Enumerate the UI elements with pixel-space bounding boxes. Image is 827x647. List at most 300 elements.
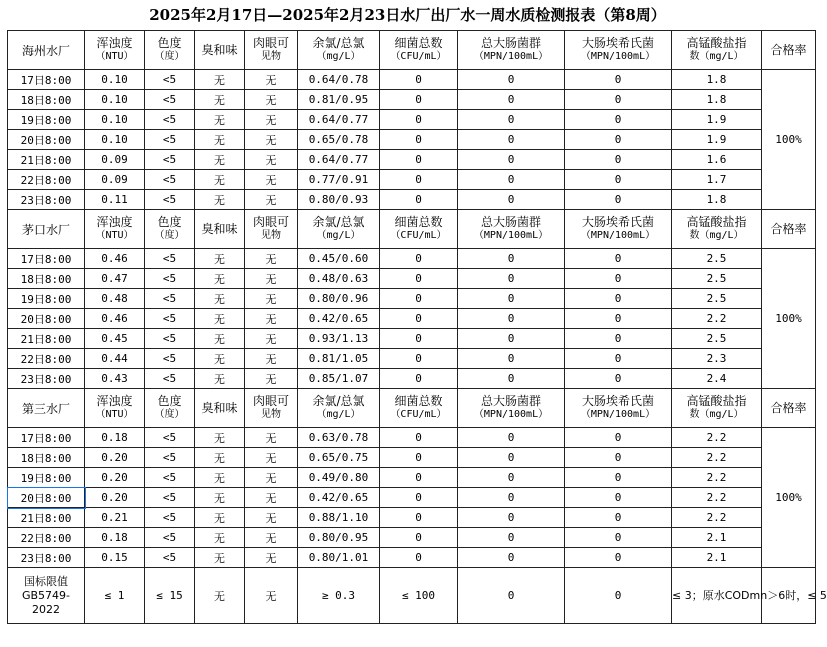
chlorine-cell[interactable]: 0.65/0.75	[298, 448, 380, 468]
cod-cell[interactable]: 1.9	[672, 130, 762, 150]
visible-matter-cell[interactable]: 无	[245, 90, 298, 110]
coliform-cell[interactable]: 0	[458, 130, 565, 150]
column-header-label: 总大肠菌群	[480, 36, 541, 50]
visible-matter-cell[interactable]: 无	[245, 369, 298, 389]
ecoli-cell[interactable]: 0	[565, 548, 672, 568]
column-header-unit: （MPN/100mL）	[473, 51, 549, 62]
cod-cell[interactable]: 1.8	[672, 70, 762, 90]
bacteria-cell[interactable]: 0	[380, 269, 458, 289]
coliform-cell[interactable]: 0	[458, 548, 565, 568]
date-cell[interactable]: 21日8:00	[8, 508, 85, 528]
column-header[interactable]	[245, 210, 298, 249]
column-header-label: 色度	[157, 215, 182, 229]
standard-ecoli-cell[interactable]: 0	[565, 568, 672, 624]
color-cell[interactable]: <5	[145, 249, 195, 269]
coliform-cell[interactable]: 0	[458, 329, 565, 349]
column-header-label: 色度	[157, 394, 182, 408]
odor-cell[interactable]: 无	[195, 548, 245, 568]
column-header-label: 合格率	[770, 43, 807, 57]
visible-matter-cell[interactable]: 无	[245, 508, 298, 528]
visible-matter-cell[interactable]: 无	[245, 309, 298, 329]
turbidity-cell[interactable]: 0.11	[85, 190, 145, 210]
ecoli-cell[interactable]: 0	[565, 528, 672, 548]
column-header-label: 合格率	[770, 222, 807, 236]
chlorine-cell[interactable]: 0.42/0.65	[298, 488, 380, 508]
standard-label-line: 2022	[32, 602, 60, 616]
column-header[interactable]	[195, 389, 245, 428]
table-row	[8, 329, 816, 349]
color-cell[interactable]: <5	[145, 548, 195, 568]
column-header[interactable]	[245, 389, 298, 428]
standard-color-cell[interactable]: ≤ 15	[145, 568, 195, 624]
color-cell[interactable]: <5	[145, 130, 195, 150]
color-cell[interactable]: <5	[145, 349, 195, 369]
odor-cell[interactable]: 无	[195, 289, 245, 309]
column-header-label: 总大肠菌群	[480, 215, 541, 229]
bacteria-cell[interactable]: 0	[380, 90, 458, 110]
visible-matter-cell[interactable]: 无	[245, 548, 298, 568]
ecoli-cell[interactable]: 0	[565, 190, 672, 210]
standard-bacteria-cell[interactable]: ≤ 100	[380, 568, 458, 624]
odor-cell[interactable]: 无	[195, 190, 245, 210]
chlorine-cell[interactable]: 0.81/0.95	[298, 90, 380, 110]
column-header[interactable]	[298, 389, 380, 428]
color-cell[interactable]: <5	[145, 329, 195, 349]
date-cell[interactable]: 19日8:00	[8, 468, 85, 488]
bacteria-cell[interactable]: 0	[380, 170, 458, 190]
coliform-cell[interactable]: 0	[458, 309, 565, 329]
date-cell[interactable]: 17日8:00	[8, 249, 85, 269]
turbidity-cell[interactable]: 0.09	[85, 150, 145, 170]
visible-matter-cell[interactable]: 无	[245, 329, 298, 349]
turbidity-cell[interactable]: 0.10	[85, 90, 145, 110]
color-cell[interactable]: <5	[145, 110, 195, 130]
visible-matter-cell[interactable]: 无	[245, 150, 298, 170]
coliform-cell[interactable]: 0	[458, 428, 565, 448]
color-cell[interactable]: <5	[145, 428, 195, 448]
coliform-cell[interactable]: 0	[458, 488, 565, 508]
date-cell[interactable]: 19日8:00	[8, 110, 85, 130]
visible-matter-cell[interactable]: 无	[245, 428, 298, 448]
chlorine-cell[interactable]: 0.48/0.63	[298, 269, 380, 289]
chlorine-cell[interactable]: 0.85/1.07	[298, 369, 380, 389]
cod-cell[interactable]: 2.3	[672, 349, 762, 369]
standard-label-line: 国标限值	[24, 574, 68, 588]
odor-cell[interactable]: 无	[195, 130, 245, 150]
cod-cell[interactable]: 1.7	[672, 170, 762, 190]
cod-cell[interactable]: 1.8	[672, 90, 762, 110]
standard-cod-cell[interactable]: ≤ 3；原水CODmn＞6时，≤ 5	[672, 568, 762, 624]
turbidity-cell[interactable]: 0.46	[85, 309, 145, 329]
color-cell[interactable]: <5	[145, 170, 195, 190]
column-header[interactable]	[458, 210, 565, 249]
coliform-cell[interactable]: 0	[458, 448, 565, 468]
color-cell[interactable]: <5	[145, 70, 195, 90]
bacteria-cell[interactable]: 0	[380, 349, 458, 369]
column-header[interactable]	[672, 389, 762, 428]
coliform-cell[interactable]: 0	[458, 150, 565, 170]
column-header-label: 高锰酸盐指	[686, 394, 747, 408]
turbidity-cell[interactable]: 0.10	[85, 70, 145, 90]
cod-cell[interactable]: 1.9	[672, 110, 762, 130]
column-header[interactable]	[762, 31, 816, 70]
ecoli-cell[interactable]: 0	[565, 349, 672, 369]
chlorine-cell[interactable]: 0.64/0.77	[298, 150, 380, 170]
bacteria-cell[interactable]: 0	[380, 508, 458, 528]
turbidity-cell[interactable]: 0.18	[85, 528, 145, 548]
column-header-label: 大肠埃希氏菌	[581, 394, 654, 408]
color-cell[interactable]: <5	[145, 190, 195, 210]
date-cell[interactable]: 17日8:00	[8, 428, 85, 448]
ecoli-cell[interactable]: 0	[565, 488, 672, 508]
table-row	[8, 468, 816, 488]
coliform-cell[interactable]: 0	[458, 289, 565, 309]
color-cell[interactable]: <5	[145, 508, 195, 528]
column-header-label: 大肠埃希氏菌	[581, 215, 654, 229]
bacteria-cell[interactable]: 0	[380, 110, 458, 130]
visible-matter-cell[interactable]: 无	[245, 468, 298, 488]
turbidity-cell[interactable]: 0.15	[85, 548, 145, 568]
bacteria-cell[interactable]: 0	[380, 309, 458, 329]
turbidity-cell[interactable]: 0.18	[85, 428, 145, 448]
ecoli-cell[interactable]: 0	[565, 369, 672, 389]
odor-cell[interactable]: 无	[195, 329, 245, 349]
visible-matter-cell[interactable]: 无	[245, 488, 298, 508]
date-cell[interactable]: 20日8:00	[8, 488, 85, 508]
visible-matter-cell[interactable]: 无	[245, 528, 298, 548]
cod-cell[interactable]: 2.5	[672, 329, 762, 349]
turbidity-cell[interactable]: 0.46	[85, 249, 145, 269]
column-header[interactable]	[85, 31, 145, 70]
turbidity-cell[interactable]: 0.47	[85, 269, 145, 289]
column-header-label: 臭和味	[201, 401, 238, 415]
chlorine-cell[interactable]: 0.64/0.78	[298, 70, 380, 90]
turbidity-cell[interactable]: 0.44	[85, 349, 145, 369]
date-cell[interactable]: 20日8:00	[8, 309, 85, 329]
standard-coliform-cell[interactable]: 0	[458, 568, 565, 624]
visible-matter-cell[interactable]: 无	[245, 269, 298, 289]
odor-cell[interactable]: 无	[195, 488, 245, 508]
column-header[interactable]	[245, 31, 298, 70]
column-header-unit: 见物	[261, 230, 281, 241]
odor-cell[interactable]: 无	[195, 150, 245, 170]
odor-cell[interactable]: 无	[195, 269, 245, 289]
cod-cell[interactable]: 2.1	[672, 528, 762, 548]
column-header[interactable]	[565, 389, 672, 428]
chlorine-cell[interactable]: 0.81/1.05	[298, 349, 380, 369]
cod-cell[interactable]: 2.5	[672, 269, 762, 289]
cod-cell[interactable]: 2.2	[672, 428, 762, 448]
pass-rate-cell[interactable]: 100%	[762, 249, 816, 389]
date-cell[interactable]: 21日8:00	[8, 150, 85, 170]
turbidity-cell[interactable]: 0.43	[85, 369, 145, 389]
column-header[interactable]	[298, 210, 380, 249]
column-header[interactable]	[195, 210, 245, 249]
date-cell[interactable]: 23日8:00	[8, 548, 85, 568]
coliform-cell[interactable]: 0	[458, 508, 565, 528]
ecoli-cell[interactable]: 0	[565, 289, 672, 309]
column-header-label: 肉眼可	[252, 394, 289, 408]
date-cell[interactable]: 23日8:00	[8, 369, 85, 389]
column-header-unit: （NTU）	[95, 409, 134, 420]
date-cell[interactable]: 18日8:00	[8, 90, 85, 110]
visible-matter-cell[interactable]: 无	[245, 349, 298, 369]
visible-matter-cell[interactable]: 无	[245, 190, 298, 210]
turbidity-cell[interactable]: 0.10	[85, 110, 145, 130]
turbidity-cell[interactable]: 0.45	[85, 329, 145, 349]
table-row	[8, 150, 816, 170]
bacteria-cell[interactable]: 0	[380, 528, 458, 548]
coliform-cell[interactable]: 0	[458, 249, 565, 269]
cod-cell[interactable]: 2.2	[672, 508, 762, 528]
odor-cell[interactable]: 无	[195, 508, 245, 528]
chlorine-cell[interactable]: 0.80/0.95	[298, 528, 380, 548]
cod-cell[interactable]: 2.2	[672, 488, 762, 508]
chlorine-cell[interactable]: 0.80/0.93	[298, 190, 380, 210]
ecoli-cell[interactable]: 0	[565, 309, 672, 329]
column-header-label: 余氯/总氯	[312, 394, 365, 408]
column-header[interactable]	[145, 31, 195, 70]
date-cell[interactable]: 23日8:00	[8, 190, 85, 210]
visible-matter-cell[interactable]: 无	[245, 289, 298, 309]
table-row	[8, 190, 816, 210]
ecoli-cell[interactable]: 0	[565, 70, 672, 90]
odor-cell[interactable]: 无	[195, 309, 245, 329]
cod-cell[interactable]: 2.4	[672, 369, 762, 389]
chlorine-cell[interactable]: 0.45/0.60	[298, 249, 380, 269]
color-cell[interactable]: <5	[145, 289, 195, 309]
visible-matter-cell[interactable]: 无	[245, 110, 298, 130]
standard-chlorine-cell[interactable]: ≥ 0.3	[298, 568, 380, 624]
ecoli-cell[interactable]: 0	[565, 150, 672, 170]
odor-cell[interactable]: 无	[195, 428, 245, 448]
column-header-unit: （NTU）	[95, 230, 134, 241]
chlorine-cell[interactable]: 0.77/0.91	[298, 170, 380, 190]
standard-limit-row	[8, 568, 816, 624]
column-header[interactable]	[85, 389, 145, 428]
chlorine-cell[interactable]: 0.65/0.78	[298, 130, 380, 150]
chlorine-cell[interactable]: 0.88/1.10	[298, 508, 380, 528]
bacteria-cell[interactable]: 0	[380, 190, 458, 210]
column-header-label: 高锰酸盐指	[686, 215, 747, 229]
ecoli-cell[interactable]: 0	[565, 448, 672, 468]
date-cell[interactable]: 18日8:00	[8, 448, 85, 468]
bacteria-cell[interactable]: 0	[380, 468, 458, 488]
date-cell[interactable]: 22日8:00	[8, 170, 85, 190]
odor-cell[interactable]: 无	[195, 448, 245, 468]
odor-cell[interactable]: 无	[195, 170, 245, 190]
bacteria-cell[interactable]: 0	[380, 488, 458, 508]
coliform-cell[interactable]: 0	[458, 110, 565, 130]
column-header-unit: （度）	[154, 51, 185, 62]
standard-label[interactable]	[8, 568, 85, 624]
bacteria-cell[interactable]: 0	[380, 70, 458, 90]
odor-cell[interactable]: 无	[195, 369, 245, 389]
cod-cell[interactable]: 1.8	[672, 190, 762, 210]
ecoli-cell[interactable]: 0	[565, 110, 672, 130]
color-cell[interactable]: <5	[145, 488, 195, 508]
report-title: 2025年2月17日—2025年2月23日水厂出厂水一周水质检测报表（第8周）	[149, 6, 666, 24]
column-header[interactable]	[298, 31, 380, 70]
ecoli-cell[interactable]: 0	[565, 508, 672, 528]
column-header[interactable]	[380, 210, 458, 249]
bacteria-cell[interactable]: 0	[380, 249, 458, 269]
odor-cell[interactable]: 无	[195, 468, 245, 488]
table-row	[8, 269, 816, 289]
bacteria-cell[interactable]: 0	[380, 369, 458, 389]
visible-matter-cell[interactable]: 无	[245, 170, 298, 190]
turbidity-cell[interactable]: 0.21	[85, 508, 145, 528]
bacteria-cell[interactable]: 0	[380, 448, 458, 468]
ecoli-cell[interactable]: 0	[565, 329, 672, 349]
pass-rate-cell[interactable]: 100%	[762, 428, 816, 568]
cod-cell[interactable]: 2.1	[672, 548, 762, 568]
date-cell[interactable]: 19日8:00	[8, 289, 85, 309]
column-header[interactable]	[672, 31, 762, 70]
odor-cell[interactable]: 无	[195, 528, 245, 548]
bacteria-cell[interactable]: 0	[380, 289, 458, 309]
odor-cell[interactable]: 无	[195, 349, 245, 369]
standard-label-line: GB5749-	[21, 588, 71, 602]
ecoli-cell[interactable]: 0	[565, 170, 672, 190]
color-cell[interactable]: <5	[145, 90, 195, 110]
column-header-label: 总大肠菌群	[480, 394, 541, 408]
column-header[interactable]	[565, 31, 672, 70]
visible-matter-cell[interactable]: 无	[245, 448, 298, 468]
chlorine-cell[interactable]: 0.49/0.80	[298, 468, 380, 488]
plant-name[interactable]: 海州水厂	[8, 31, 85, 70]
turbidity-cell[interactable]: 0.20	[85, 488, 145, 508]
chlorine-cell[interactable]: 0.63/0.78	[298, 428, 380, 448]
visible-matter-cell[interactable]: 无	[245, 249, 298, 269]
odor-cell[interactable]: 无	[195, 90, 245, 110]
chlorine-cell[interactable]: 0.93/1.13	[298, 329, 380, 349]
table-row	[8, 369, 816, 389]
cod-cell[interactable]: 1.6	[672, 150, 762, 170]
chlorine-cell[interactable]: 0.80/1.01	[298, 548, 380, 568]
column-header-unit: （mg/L）	[316, 51, 361, 62]
color-cell[interactable]: <5	[145, 468, 195, 488]
column-header[interactable]	[145, 210, 195, 249]
coliform-cell[interactable]: 0	[458, 269, 565, 289]
bacteria-cell[interactable]: 0	[380, 548, 458, 568]
ecoli-cell[interactable]: 0	[565, 249, 672, 269]
date-cell[interactable]: 21日8:00	[8, 329, 85, 349]
ecoli-cell[interactable]: 0	[565, 428, 672, 448]
standard-odor-cell[interactable]: 无	[195, 568, 245, 624]
column-header[interactable]	[380, 389, 458, 428]
date-cell[interactable]: 17日8:00	[8, 70, 85, 90]
ecoli-cell[interactable]: 0	[565, 130, 672, 150]
column-header-unit: 数（mg/L）	[689, 409, 744, 420]
turbidity-cell[interactable]: 0.09	[85, 170, 145, 190]
column-header[interactable]	[380, 31, 458, 70]
coliform-cell[interactable]: 0	[458, 170, 565, 190]
color-cell[interactable]: <5	[145, 528, 195, 548]
odor-cell[interactable]: 无	[195, 249, 245, 269]
bacteria-cell[interactable]: 0	[380, 130, 458, 150]
turbidity-cell[interactable]: 0.20	[85, 468, 145, 488]
plant-name[interactable]: 第三水厂	[8, 389, 85, 428]
date-cell[interactable]: 22日8:00	[8, 528, 85, 548]
pass-rate-cell[interactable]: 100%	[762, 70, 816, 210]
plant-name[interactable]: 茅口水厂	[8, 210, 85, 249]
column-header[interactable]	[195, 31, 245, 70]
column-header-unit: 数（mg/L）	[689, 230, 744, 241]
coliform-cell[interactable]: 0	[458, 190, 565, 210]
coliform-cell[interactable]: 0	[458, 70, 565, 90]
odor-cell[interactable]: 无	[195, 70, 245, 90]
table-row	[8, 528, 816, 548]
ecoli-cell[interactable]: 0	[565, 468, 672, 488]
visible-matter-cell[interactable]: 无	[245, 130, 298, 150]
column-header-label: 色度	[157, 36, 182, 50]
cod-cell[interactable]: 2.2	[672, 468, 762, 488]
column-header[interactable]	[458, 389, 565, 428]
cod-cell[interactable]: 2.5	[672, 289, 762, 309]
bacteria-cell[interactable]: 0	[380, 329, 458, 349]
date-cell[interactable]: 18日8:00	[8, 269, 85, 289]
column-header[interactable]	[565, 210, 672, 249]
color-cell[interactable]: <5	[145, 269, 195, 289]
column-header-label: 大肠埃希氏菌	[581, 36, 654, 50]
ecoli-cell[interactable]: 0	[565, 90, 672, 110]
table-row	[8, 130, 816, 150]
visible-matter-cell[interactable]: 无	[245, 70, 298, 90]
chlorine-cell[interactable]: 0.64/0.77	[298, 110, 380, 130]
column-header[interactable]	[672, 210, 762, 249]
ecoli-cell[interactable]: 0	[565, 269, 672, 289]
column-header-unit: 见物	[261, 51, 281, 62]
bacteria-cell[interactable]: 0	[380, 428, 458, 448]
coliform-cell[interactable]: 0	[458, 90, 565, 110]
cod-cell[interactable]: 2.2	[672, 309, 762, 329]
standard-visible-matter-cell[interactable]: 无	[245, 568, 298, 624]
column-header-unit: （度）	[154, 409, 185, 420]
coliform-cell[interactable]: 0	[458, 369, 565, 389]
color-cell[interactable]: <5	[145, 448, 195, 468]
table-row	[8, 249, 816, 269]
color-cell[interactable]: <5	[145, 309, 195, 329]
bacteria-cell[interactable]: 0	[380, 150, 458, 170]
column-header[interactable]	[762, 389, 816, 428]
cod-cell[interactable]: 2.5	[672, 249, 762, 269]
column-header-label: 浑浊度	[96, 394, 133, 408]
column-header[interactable]	[458, 31, 565, 70]
coliform-cell[interactable]: 0	[458, 349, 565, 369]
coliform-cell[interactable]: 0	[458, 468, 565, 488]
standard-turbidity-cell[interactable]: ≤ 1	[85, 568, 145, 624]
color-cell[interactable]: <5	[145, 150, 195, 170]
turbidity-cell[interactable]: 0.10	[85, 130, 145, 150]
color-cell[interactable]: <5	[145, 369, 195, 389]
column-header-label: 臭和味	[201, 43, 238, 57]
column-header[interactable]	[85, 210, 145, 249]
coliform-cell[interactable]: 0	[458, 528, 565, 548]
cod-cell[interactable]: 2.2	[672, 448, 762, 468]
column-header[interactable]	[762, 210, 816, 249]
turbidity-cell[interactable]: 0.20	[85, 448, 145, 468]
turbidity-cell[interactable]: 0.48	[85, 289, 145, 309]
column-header-label: 肉眼可	[252, 215, 289, 229]
chlorine-cell[interactable]: 0.42/0.65	[298, 309, 380, 329]
date-cell[interactable]: 22日8:00	[8, 349, 85, 369]
date-cell[interactable]: 20日8:00	[8, 130, 85, 150]
table-row	[8, 508, 816, 528]
chlorine-cell[interactable]: 0.80/0.96	[298, 289, 380, 309]
odor-cell[interactable]: 无	[195, 110, 245, 130]
column-header[interactable]	[145, 389, 195, 428]
